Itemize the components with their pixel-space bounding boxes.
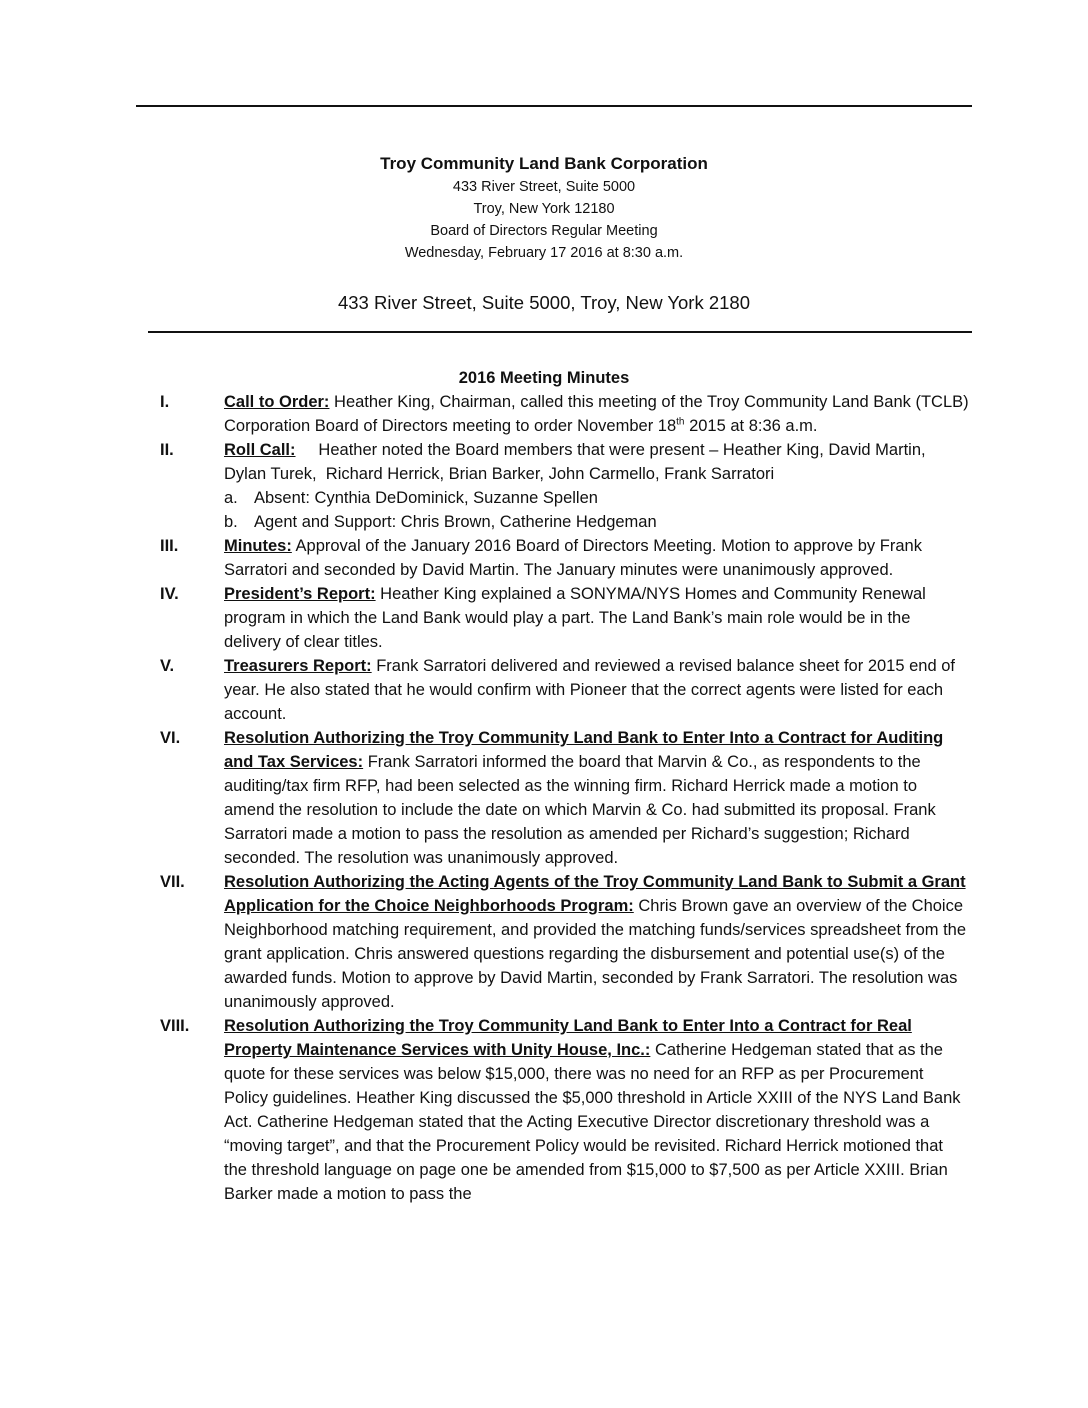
sub-item-letter: b.: [224, 513, 238, 531]
header-address: 433 River Street, Suite 5000: [452, 179, 636, 195]
document-header: [0, 152, 1088, 264]
item-text: Chris Brown gave an overview of the Choice Neighborhood matching requirement, and provided the matching funds/services spreadsheet from the grant application. Chris answered questions regarding the disbursement and potential use(s) of the awarded funds. Motion to approve by David Martin, seconded by Frank Sarratori. The resolution was unanimously approved.: [224, 897, 967, 1011]
ordinal-suffix: th: [676, 416, 685, 428]
item-number: VII.: [160, 873, 185, 891]
mid-rule: [148, 331, 972, 333]
item-text: Heather noted the Board members that were present – Heather King, David Martin, Dylan Turek, Richard Herrick, Brian Barker, John Carmello, Frank Sarratori: [224, 441, 931, 483]
list-item: [160, 438, 970, 486]
item-number: I.: [160, 393, 170, 411]
sub-item: [160, 486, 970, 510]
list-item: [160, 582, 970, 654]
list-item: [160, 726, 970, 870]
item-number: V.: [160, 657, 175, 675]
item-number: VI.: [160, 729, 181, 747]
item-text: Heather King explained a SONYMA/NYS Homes and Community Renewal program in which the Land Bank would play a part. The Land Bank’s main role would be in the delivery of clear titles.: [224, 585, 926, 651]
org-name: Troy Community Land Bank Corporation: [380, 154, 708, 173]
sub-item-text: Agent and Support: Chris Brown, Catherine Hedgeman: [254, 513, 657, 531]
list-item: [160, 870, 970, 1014]
sub-item-letter: a.: [224, 489, 238, 507]
location-line: 433 River Street, Suite 5000, Troy, New York 2180: [337, 292, 751, 313]
item-heading: Call to Order:: [224, 393, 330, 411]
item-heading: Resolution Authorizing the Acting Agents of the Troy Community Land Bank to Submit a Grant Application for the Choice Neighborhoods Program:: [224, 873, 966, 915]
item-heading: President’s Report:: [224, 585, 376, 603]
list-item: [160, 654, 970, 726]
item-text: Approval of the January 2016 Board of Directors Meeting. Motion to approve by Frank Sarratori and seconded by David Martin. The January minutes were unanimously approved.: [224, 537, 922, 579]
header-meeting-type: Board of Directors Regular Meeting: [430, 223, 658, 239]
item-number: VIII.: [160, 1017, 190, 1035]
minutes-list: [160, 390, 970, 1206]
item-text: Catherine Hedgeman stated that as the quote for these services was below $15,000, there was no need for an RFP as per Procurement Policy guidelines. Heather King discussed the $5,000 threshold in Article XXIII of the NYS Land Bank Act. Catherine Hedgeman stated that the Acting Executive Director discretionary threshold was a “moving target”, and that the Procurement Policy would be revisited. Richard Herrick motioned that the threshold language on page one be amended from $15,000 to $7,500 as per Article XXIII. Brian Barker made a motion to pass the: [224, 1041, 961, 1203]
top-rule: [136, 105, 972, 107]
item-heading: Treasurers Report:: [224, 657, 372, 675]
item-text: Heather King, Chairman, called this meeting of the Troy Community Land Bank (TCLB) Corporation Board of Directors meeting to order November 18: [224, 393, 969, 435]
item-text-cont: 2015 at 8:36 a.m.: [684, 417, 818, 435]
item-heading: Roll Call:: [224, 441, 296, 459]
list-item: [160, 534, 970, 582]
item-number: II.: [160, 441, 174, 459]
item-number: IV.: [160, 585, 179, 603]
header-date: Wednesday, February 17 2016 at 8:30 a.m.: [404, 245, 684, 261]
sub-item-text: Absent: Cynthia DeDominick, Suzanne Spellen: [254, 489, 598, 507]
item-heading: Minutes:: [224, 537, 292, 555]
header-city: Troy, New York 12180: [473, 201, 615, 217]
item-text: Frank Sarratori informed the board that Marvin & Co., as respondents to the auditing/tax firm RFP, had been selected as the winning firm. Richard Herrick made a motion to amend the resolution to include the date on which Marvin & Co. had submitted its proposal. Frank Sarratori made a motion to pass the resolution as amended per Richard’s suggestion; Richard seconded. The resolution was unanimously approved.: [224, 753, 936, 867]
item-heading: Resolution Authorizing the Troy Community Land Bank to Enter Into a Contract for Auditing and Tax Services:: [224, 729, 944, 771]
item-number: III.: [160, 537, 179, 555]
minutes-title: 2016 Meeting Minutes: [458, 369, 630, 387]
sub-item: [160, 510, 970, 534]
list-item: [160, 1014, 970, 1206]
item-heading: Resolution Authorizing the Troy Community Land Bank to Enter Into a Contract for Real Property Maintenance Services with Unity House, Inc.:: [224, 1017, 912, 1059]
list-item: [160, 390, 970, 438]
item-text: Frank Sarratori delivered and reviewed a revised balance sheet for 2015 end of year. He also stated that he would confirm with Pioneer that the correct agents were listed for each account.: [224, 657, 955, 723]
